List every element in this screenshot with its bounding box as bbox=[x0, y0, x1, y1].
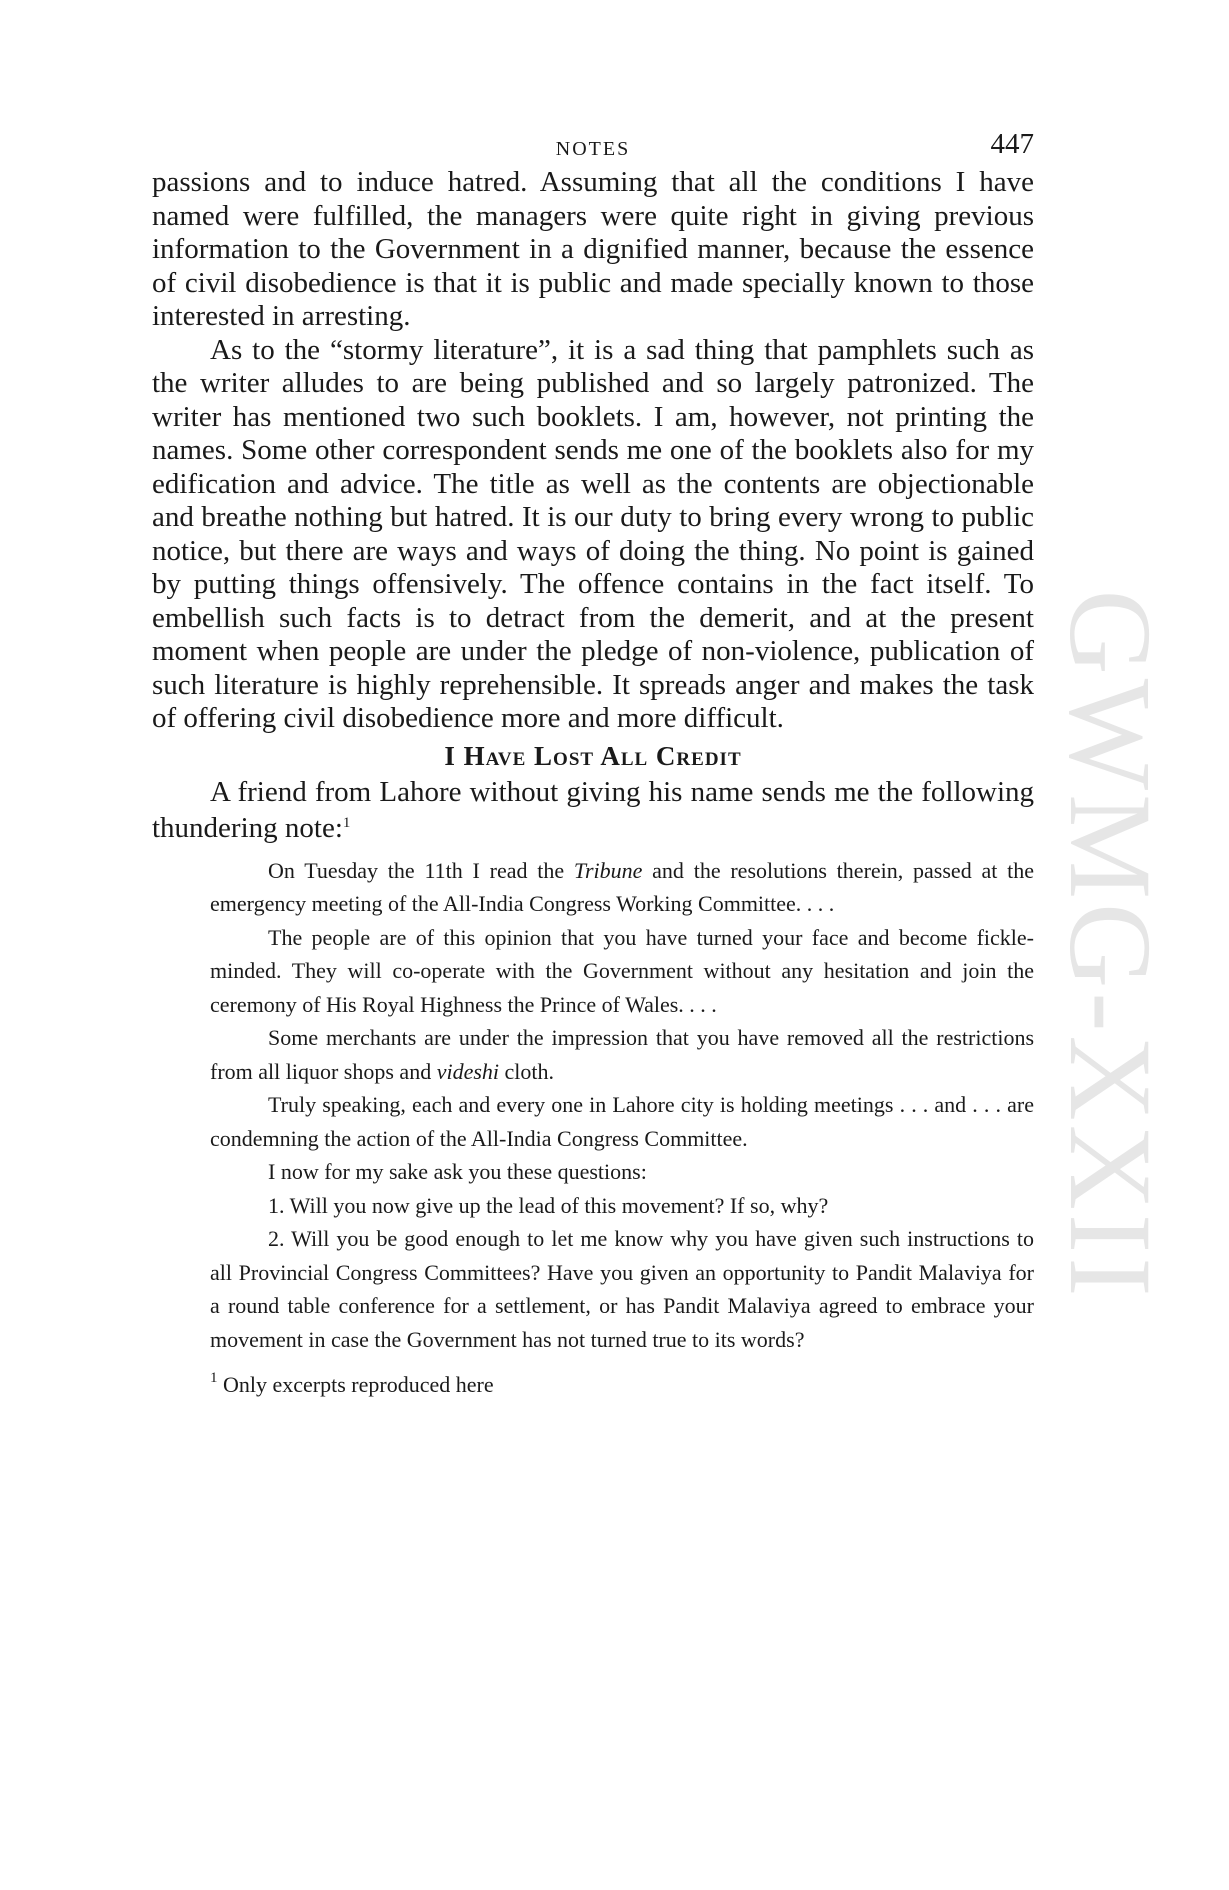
watermark bbox=[1045, 470, 1176, 1420]
footnote-separator bbox=[152, 1356, 1034, 1370]
section-heading: I Have Lost All Credit bbox=[444, 740, 742, 771]
quote-text: Some merchants are under the impression that you have removed all the restrictions from all liquor shops and bbox=[210, 1025, 1034, 1084]
quote-text: and the resolutions therein, passed at the emergency meeting of the All-India Congress Working Committee. . . . bbox=[210, 857, 1034, 916]
footnote bbox=[152, 1370, 1034, 1400]
newspaper-name: Tribune bbox=[573, 857, 643, 883]
quote-text: cloth. bbox=[499, 1058, 555, 1084]
page-number: 447 bbox=[990, 128, 1034, 160]
quoted-letter bbox=[210, 854, 1034, 1357]
paragraph-continued: passions and to induce hatred. Assuming that all the conditions I have named were fulfilled, the managers were quite right in giving previous information to the Government in a dignified manner, because the essence of civil disobedience is that it is public and made specially known to those interested in arresting. bbox=[152, 166, 1034, 332]
quote-paragraph-4: Truly speaking, each and every one in Lahore city is holding meetings . . . and . . . are condemning the action of the All-India Congress Committee. bbox=[210, 1092, 1034, 1151]
paragraph-stormy-literature: As to the “stormy literature”, it is a sad thing that pamphlets such as the writer alludes to are being published and so largely patronized. The writer has mentioned two such booklets. I am, however, not printing the names. Some other correspondent sends me one of the booklets also for my edification and advice. The title as well as the contents are objectionable and breathe nothing but hatred. It is our duty to bring every wrong to public notice, but there are ways and ways of doing the thing. No point is gained by putting things offensively. The offence contains in the fact itself. To embellish such facts is to detract from the demerit, and at the present moment when people are under the pledge of non-violence, publication of such literature is highly reprehensible. It spreads anger and makes the task of offering civil disobedience more and more difficult. bbox=[152, 333, 1034, 734]
quote-text: On Tuesday the 11th I read the bbox=[268, 857, 574, 883]
footnote-reference: 1 bbox=[342, 814, 351, 831]
footnote-text: Only excerpts reproduced here bbox=[217, 1372, 494, 1397]
quote-question-2: 2. Will you be good enough to let me know why you have given such instructions to all Provincial Congress Committees? Have you given an opportunity to Pandit Malaviya for a round table conference for a settlement, or has Pandit Malaviya agreed to embrace your movement in case the Government has not turned true to its words? bbox=[210, 1226, 1034, 1352]
quote-question-1: 1. Will you now give up the lead of this movement? If so, why? bbox=[268, 1192, 829, 1218]
section-intro bbox=[152, 774, 1034, 846]
quote-paragraph-1 bbox=[210, 854, 1034, 921]
italic-term: videshi bbox=[436, 1058, 500, 1084]
footnote-mark: 1 bbox=[210, 1370, 218, 1386]
watermark-text: GWMG-XXII bbox=[1045, 589, 1176, 1301]
running-head bbox=[152, 128, 1034, 166]
section-intro-text: A friend from Lahore without giving his name sends me the following thundering note: bbox=[152, 775, 1034, 844]
quote-paragraph-2: The people are of this opinion that you have turned your face and become fickle-minded. They will co-operate with the Government without any hesitation and join the ceremony of His Royal Highness the Prince of Wales. . . . bbox=[210, 924, 1034, 1017]
quote-paragraph-3 bbox=[210, 1021, 1034, 1088]
running-title: NOTES bbox=[555, 138, 631, 160]
quote-paragraph-5: I now for my sake ask you these questions: bbox=[268, 1159, 647, 1184]
page bbox=[152, 128, 1034, 1400]
